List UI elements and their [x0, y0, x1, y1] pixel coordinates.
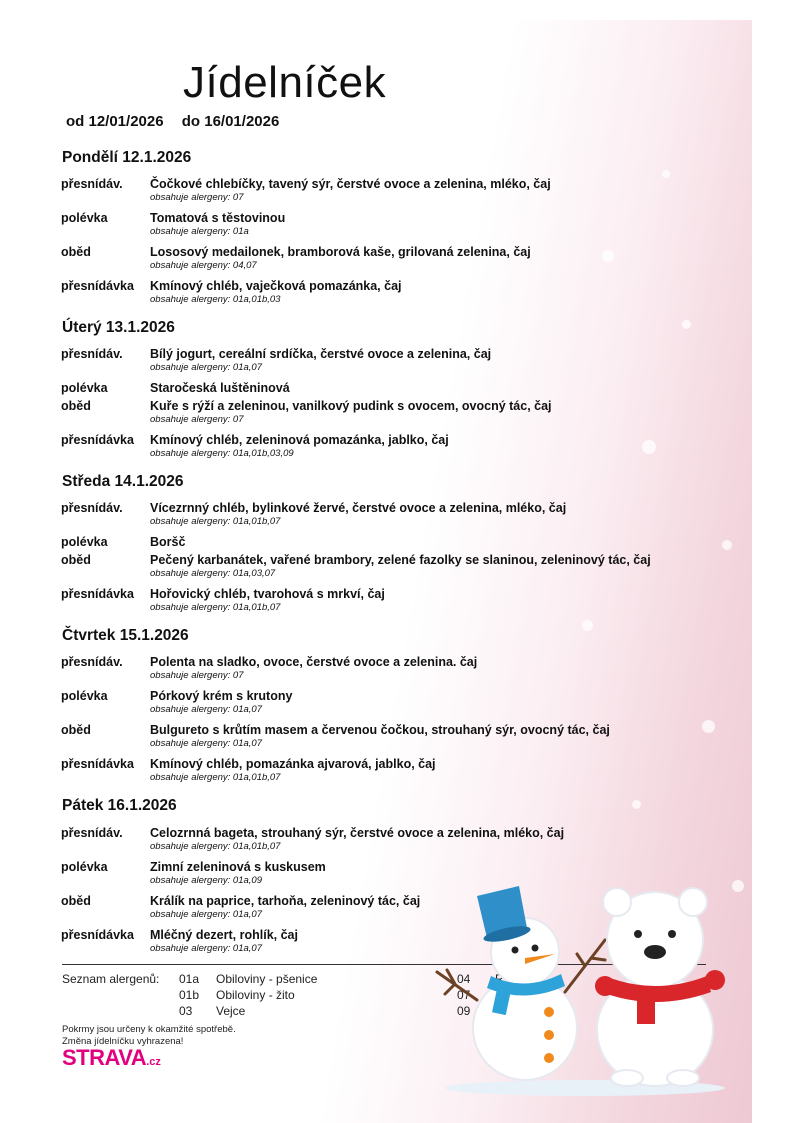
meal-label: přesnídáv.	[61, 501, 123, 515]
meal-food: Pečený karbanátek, vařené brambory, zelené fazolky se slaninou, zeleninový tác, čaj	[150, 553, 651, 567]
meal-allergens: obsahuje alergeny: 01a,01b,07	[150, 772, 281, 783]
bear-mitten	[705, 970, 725, 990]
logo-text: STRAVA	[62, 1045, 147, 1070]
snowflake	[682, 320, 691, 329]
meal-allergens: obsahuje alergeny: 07	[150, 670, 244, 681]
meal-allergens: obsahuje alergeny: 01a,07	[150, 704, 262, 715]
allergen-name: Vejce	[216, 1004, 246, 1018]
meal-food: Lososový medailonek, bramborová kaše, grilovaná zelenina, čaj	[150, 245, 531, 259]
snowflake	[602, 250, 614, 262]
meal-food: Vícezrnný chléb, bylinkové žervé, čerstvé ovoce a zelenina, mléko, čaj	[150, 501, 567, 515]
meal-food: Celozrnná bageta, strouhaný sýr, čerstvé ovoce a zelenina, mléko, čaj	[150, 826, 565, 840]
meal-allergens: obsahuje alergeny: 01a,07	[150, 909, 262, 920]
meal-allergens: obsahuje alergeny: 01a,01b,03,09	[150, 448, 294, 459]
meal-label: oběd	[61, 894, 91, 908]
meal-food: Kmínový chléb, zeleninová pomazánka, jablko, čaj	[150, 433, 449, 447]
meal-food: Zimní zeleninová s kuskusem	[150, 860, 326, 874]
meal-allergens: obsahuje alergeny: 01a,09	[150, 875, 262, 886]
note-change: Změna jídelníčku vyhrazena!	[62, 1036, 184, 1047]
snowflake	[642, 440, 656, 454]
allergen-code: 01b	[179, 988, 200, 1002]
day-heading: Pondělí 12.1.2026	[62, 149, 192, 166]
allergen-list-label: Seznam alergenů:	[62, 972, 160, 986]
snowman-eye	[512, 947, 519, 954]
date-from: od 12/01/2026	[66, 113, 164, 130]
meal-food: Kuře s rýží a zeleninou, vanilkový pudink s ovocem, ovocný tác, čaj	[150, 399, 552, 413]
allergen-name: Obiloviny - žito	[216, 988, 295, 1002]
meal-label: polévka	[61, 381, 108, 395]
meal-label: přesnídávka	[61, 757, 134, 771]
meal-label: oběd	[61, 399, 91, 413]
allergen-list-left	[179, 972, 379, 1020]
meal-food: Pórkový krém s krutony	[150, 689, 293, 703]
meal-allergens: obsahuje alergeny: 01a,07	[150, 943, 262, 954]
meal-allergens: obsahuje alergeny: 01a,03,07	[150, 568, 276, 579]
bear-mitten	[595, 976, 615, 996]
date-to: do 16/01/2026	[181, 113, 280, 130]
allergen-code: 03	[179, 1004, 193, 1018]
snowflake	[582, 620, 593, 631]
allergen-item	[179, 1004, 379, 1020]
meal-allergens: obsahuje alergeny: 01a,07	[150, 738, 262, 749]
snowman-figure	[437, 886, 605, 1080]
snowflake	[722, 540, 732, 550]
meal-label: oběd	[61, 553, 91, 567]
snowflake	[632, 800, 641, 809]
meal-food: Kmínový chléb, pomazánka ajvarová, jablko, čaj	[150, 757, 436, 771]
day-heading: Středa 14.1.2026	[62, 473, 184, 490]
bear-foot	[611, 1070, 643, 1086]
meal-label: oběd	[61, 245, 91, 259]
meal-label: polévka	[61, 689, 108, 703]
snowflake	[662, 170, 670, 178]
meal-food: Tomatová s těstovinou	[150, 211, 286, 225]
meal-food: Boršč	[150, 535, 186, 549]
meal-allergens: obsahuje alergeny: 01a,01b,07	[150, 602, 281, 613]
page-title: Jídelníček	[183, 58, 387, 107]
polar-bear-figure	[595, 888, 725, 1086]
snowman-button	[544, 1030, 554, 1040]
meal-food: Kmínový chléb, vaječková pomazánka, čaj	[150, 279, 402, 293]
meal-label: polévka	[61, 860, 108, 874]
meal-allergens: obsahuje alergeny: 01a,01b,03	[150, 294, 281, 305]
bear-foot	[667, 1070, 699, 1086]
note-consumption: Pokrmy jsou určeny k okamžité spotřebě.	[62, 1024, 236, 1035]
meal-label: přesnídávka	[61, 587, 134, 601]
allergen-code: 07	[457, 988, 471, 1002]
winter-illustration	[415, 880, 745, 1100]
allergen-item	[179, 972, 379, 988]
meal-allergens: obsahuje alergeny: 01a,07	[150, 362, 262, 373]
meal-label: přesnídávka	[61, 433, 134, 447]
meal-label: polévka	[61, 211, 108, 225]
meal-allergens: obsahuje alergeny: 01a,01b,07	[150, 841, 281, 852]
stick-arm-left	[437, 970, 477, 1000]
bear-eye	[634, 930, 642, 938]
meal-allergens: obsahuje alergeny: 04,07	[150, 260, 257, 271]
meal-food: Polenta na sladko, ovoce, čerstvé ovoce a zelenina. čaj	[150, 655, 478, 669]
meal-label: polévka	[61, 535, 108, 549]
snowman-button	[544, 1007, 554, 1017]
meal-food: Bulgureto s krůtím masem a červenou čočkou, strouhaný sýr, ovocný tác, čaj	[150, 723, 610, 737]
meal-label: přesnídávka	[61, 279, 134, 293]
allergen-name: Obiloviny - pšenice	[216, 972, 318, 986]
meal-food: Mléčný dezert, rohlík, čaj	[150, 928, 298, 942]
strava-logo	[62, 1045, 161, 1071]
meal-food: Staročeská luštěninová	[150, 381, 290, 395]
bear-scarf-end	[637, 990, 655, 1024]
bear-eye	[668, 930, 676, 938]
meal-label: přesnídáv.	[61, 177, 123, 191]
meal-label: přesnídáv.	[61, 655, 123, 669]
bear-ear	[679, 888, 707, 916]
date-range	[66, 113, 293, 130]
snowman-eye	[532, 945, 539, 952]
allergen-code: 04	[457, 972, 471, 986]
meal-allergens: obsahuje alergeny: 01a	[150, 226, 249, 237]
meal-allergens: obsahuje alergeny: 01a,01b,07	[150, 516, 281, 527]
meal-food: Hořovický chléb, tvarohová s mrkví, čaj	[150, 587, 385, 601]
allergen-code: 01a	[179, 972, 200, 986]
allergen-code: 09	[457, 1004, 471, 1018]
snowman-button	[544, 1053, 554, 1063]
snowflake	[702, 720, 715, 733]
meal-allergens: obsahuje alergeny: 07	[150, 192, 244, 203]
meal-label: přesnídáv.	[61, 347, 123, 361]
meal-food: Králík na paprice, tarhoňa, zeleninový tác, čaj	[150, 894, 421, 908]
bear-nose	[644, 945, 666, 959]
meal-food: Bílý jogurt, cereální srdíčka, čerstvé ovoce a zelenina, čaj	[150, 347, 492, 361]
meal-label: přesnídávka	[61, 928, 134, 942]
meal-food: Čočkové chlebíčky, tavený sýr, čerstvé ovoce a zelenina, mléko, čaj	[150, 177, 551, 191]
bear-ear	[603, 888, 631, 916]
day-heading: Pátek 16.1.2026	[62, 797, 177, 814]
meal-allergens: obsahuje alergeny: 07	[150, 414, 244, 425]
day-heading: Čtvrtek 15.1.2026	[62, 627, 189, 644]
day-heading: Úterý 13.1.2026	[62, 319, 175, 336]
meal-label: přesnídáv.	[61, 826, 123, 840]
allergen-item	[179, 988, 379, 1004]
meal-label: oběd	[61, 723, 91, 737]
logo-suffix: .cz	[146, 1056, 161, 1068]
